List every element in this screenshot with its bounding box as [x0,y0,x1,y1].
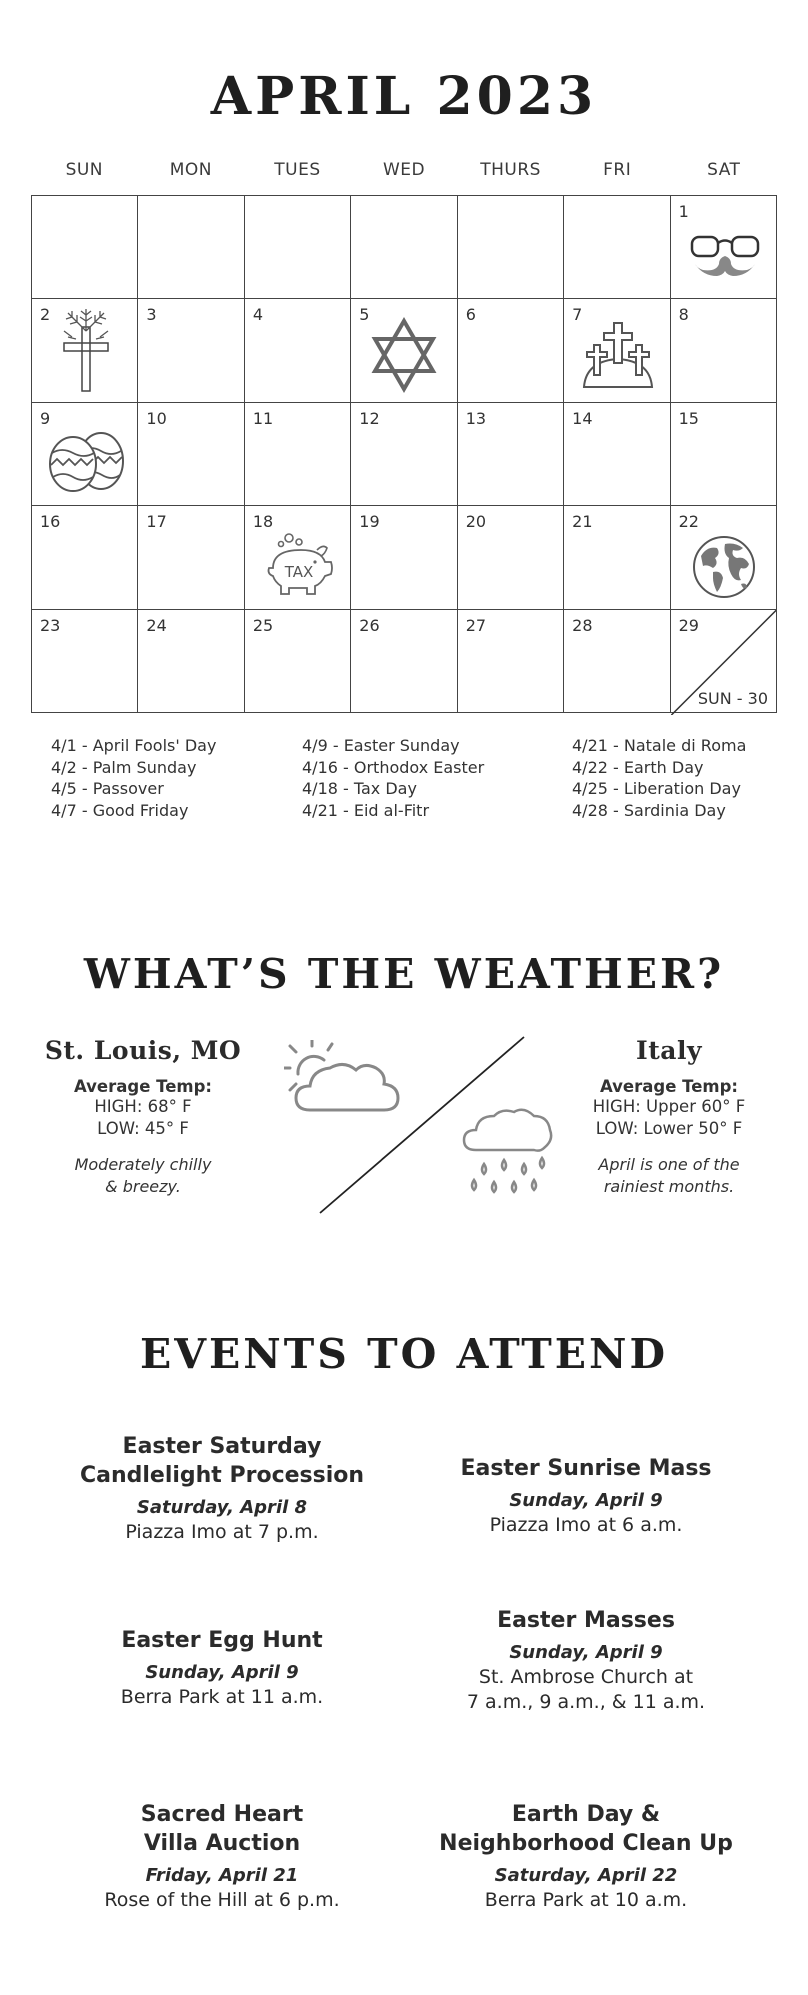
weather-note [556,1154,782,1198]
calendar-day-cell [351,403,457,506]
calendar-day-cell [245,610,351,713]
weather-avg-label: Average Temp: [73,1077,212,1096]
rain-cloud-icon [460,1106,556,1202]
calendar-day-cell [245,196,351,299]
calendar-day-cell [458,196,564,299]
calendar-day-cell [245,299,351,402]
event-name: Villa Auction [143,1831,301,1856]
event-item [52,1626,392,1710]
weather-high: HIGH: Upper 60° F [592,1097,746,1116]
crosses-hill-icon [580,319,656,391]
event-name: Easter Sunrise Mass [460,1456,712,1481]
weather-note-line: & breezy. [105,1177,181,1196]
event-date: Sunday, April 9 [509,1642,663,1663]
day-number: 2 [40,305,51,325]
calendar-day-cell [564,506,670,609]
calendar-day-cell [138,196,244,299]
calendar-day-cell [32,506,138,609]
holiday-item: 4/9 - Easter Sunday [302,736,460,755]
weekday-label: MON [169,160,212,180]
calendar-day-cell [458,506,564,609]
weekday-label: THURS [480,160,541,180]
holiday-item: 4/2 - Palm Sunday [51,757,197,777]
palm-cross-icon [58,307,114,393]
day-number: 3 [146,305,157,325]
day-number: 7 [572,305,583,325]
calendar-day-cell [351,196,457,299]
day-number: 13 [465,408,487,428]
event-place: Rose of the Hill at 6 p.m. [104,1889,340,1911]
weekday-label: WED [382,160,426,180]
day-number: 1 [678,202,689,221]
event-date: Friday, April 21 [145,1865,299,1886]
event-date: Saturday, April 8 [136,1497,308,1518]
calendar-day-cell [245,403,351,506]
weekday-label: FRI [603,160,632,180]
event-name: Sacred Heart [140,1802,304,1827]
day-number: 12 [359,408,380,428]
weather-st-louis [30,1036,256,1198]
calendar-day-cell [138,610,244,713]
calendar-day-cell [671,610,777,713]
weather-city: St. Louis, MO [44,1036,242,1065]
calendar-day-cell [458,610,564,713]
calendar-day-cell [564,299,670,402]
page-title: APRIL 2023 [210,66,598,127]
weather-note-line: rainiest months. [603,1177,735,1196]
day-number: 24 [146,615,167,635]
calendar-day-cell [138,506,244,609]
day-number: 4 [252,305,264,325]
day-number: 5 [359,305,370,325]
calendar-day-cell [32,403,138,506]
day-number: 11 [252,408,274,428]
day-number: 29 [678,615,699,635]
event-item [416,1454,756,1538]
day-number: 6 [465,305,476,325]
weather-high: HIGH: 68° F [94,1097,192,1116]
calendar-day-cell [245,506,351,609]
weekday-label: SUN [65,160,104,180]
calendar-day-cell [138,299,244,402]
tax-piggy-bank-icon [265,532,337,596]
day-number: 18 [252,512,274,532]
weather-italy [556,1036,782,1198]
holiday-item: 4/21 - Natale di Roma [572,736,747,755]
weather-title: WHAT’S THE WEATHER? [83,950,725,998]
holiday-item: 4/18 - Tax Day [302,779,417,798]
event-date: Saturday, April 22 [494,1865,678,1886]
day-number: 28 [572,615,593,635]
glasses-mustache-icon [689,232,761,282]
day-number: 17 [146,512,167,532]
event-place: Piazza Imo at 7 p.m. [125,1521,319,1543]
calendar-day-cell [351,299,457,402]
weather-note [30,1154,256,1198]
event-place: Berra Park at 10 a.m. [484,1889,688,1911]
holiday-list-3 [572,735,746,821]
calendar-grid [31,195,777,713]
holiday-list-1 [51,735,216,821]
weekday-label: SAT [707,160,741,180]
holiday-list-2 [302,735,484,821]
holiday-item: 4/1 - April Fools' Day [51,736,217,755]
day-number: 16 [40,512,61,532]
tax-label: TAX [284,563,314,582]
day-number: 8 [678,305,689,325]
day-number: 9 [40,408,51,428]
calendar-day-cell [564,196,670,299]
day-number: 14 [572,408,593,428]
holiday-item: 4/21 - Eid al-Fitr [302,800,430,820]
calendar-day-cell [32,299,138,402]
earth-globe-icon [691,534,757,600]
weather-note-line: Moderately chilly [74,1155,212,1174]
weekday-header [31,160,777,184]
event-name: Earth Day & [511,1802,661,1827]
holiday-item: 4/22 - Earth Day [572,757,704,777]
weather-low: LOW: 45° F [97,1119,189,1138]
calendar-day-cell [351,506,457,609]
event-name: Candlelight Procession [79,1463,365,1488]
day-number: 26 [359,615,380,635]
day-number: 15 [678,408,699,428]
calendar-day-cell [671,506,777,609]
calendar-day-cell [138,403,244,506]
day-number: 21 [572,512,593,532]
event-name: Neighborhood Clean Up [439,1831,733,1856]
weather-avg-label: Average Temp: [599,1077,738,1096]
weather-low: LOW: Lower 50° F [595,1119,743,1138]
day-number: 23 [40,615,61,635]
event-item [416,1606,756,1715]
weekday-label: TUES [274,160,321,180]
calendar-day-cell [351,610,457,713]
event-place: 7 a.m., 9 a.m., & 11 a.m. [466,1691,706,1713]
day-number: 27 [465,615,487,635]
day-number: 20 [465,512,487,532]
calendar-day-cell [458,403,564,506]
event-place: Berra Park at 11 a.m. [120,1686,324,1708]
calendar-day-cell [32,196,138,299]
event-date: Sunday, April 9 [145,1662,299,1683]
day-number: 10 [146,408,167,428]
split-day-label: SUN - 30 [697,689,768,708]
event-name: Easter Masses [497,1608,675,1633]
weather-note-line: April is one of the [598,1155,740,1174]
holiday-item: 4/16 - Orthodox Easter [302,757,485,777]
event-item [416,1800,756,1913]
day-number: 22 [678,512,699,532]
event-date: Sunday, April 9 [509,1490,663,1511]
holiday-item: 4/7 - Good Friday [51,800,189,820]
events-title: EVENTS TO ATTEND [139,1330,669,1378]
calendar-day-cell [671,403,777,506]
day-number: 25 [252,615,274,635]
calendar-day-cell [671,299,777,402]
event-item [52,1800,392,1913]
holiday-item: 4/28 - Sardinia Day [572,800,726,820]
calendar-day-cell [458,299,564,402]
calendar-day-cell [564,403,670,506]
holiday-item: 4/25 - Liberation Day [572,779,741,798]
holiday-item: 4/5 - Passover [51,779,164,798]
event-name: Easter Egg Hunt [121,1628,323,1653]
event-place: St. Ambrose Church at [478,1666,694,1688]
event-place: Piazza Imo at 6 a.m. [489,1514,683,1536]
day-number: 19 [359,512,380,532]
calendar-day-cell [32,610,138,713]
event-name: Easter Saturday [122,1434,322,1459]
calendar-day-cell [564,610,670,713]
star-of-david-icon [371,317,437,393]
easter-eggs-icon [46,431,128,493]
calendar-day-cell [671,196,777,299]
event-item [52,1432,392,1545]
weather-city: Italy [636,1036,702,1065]
